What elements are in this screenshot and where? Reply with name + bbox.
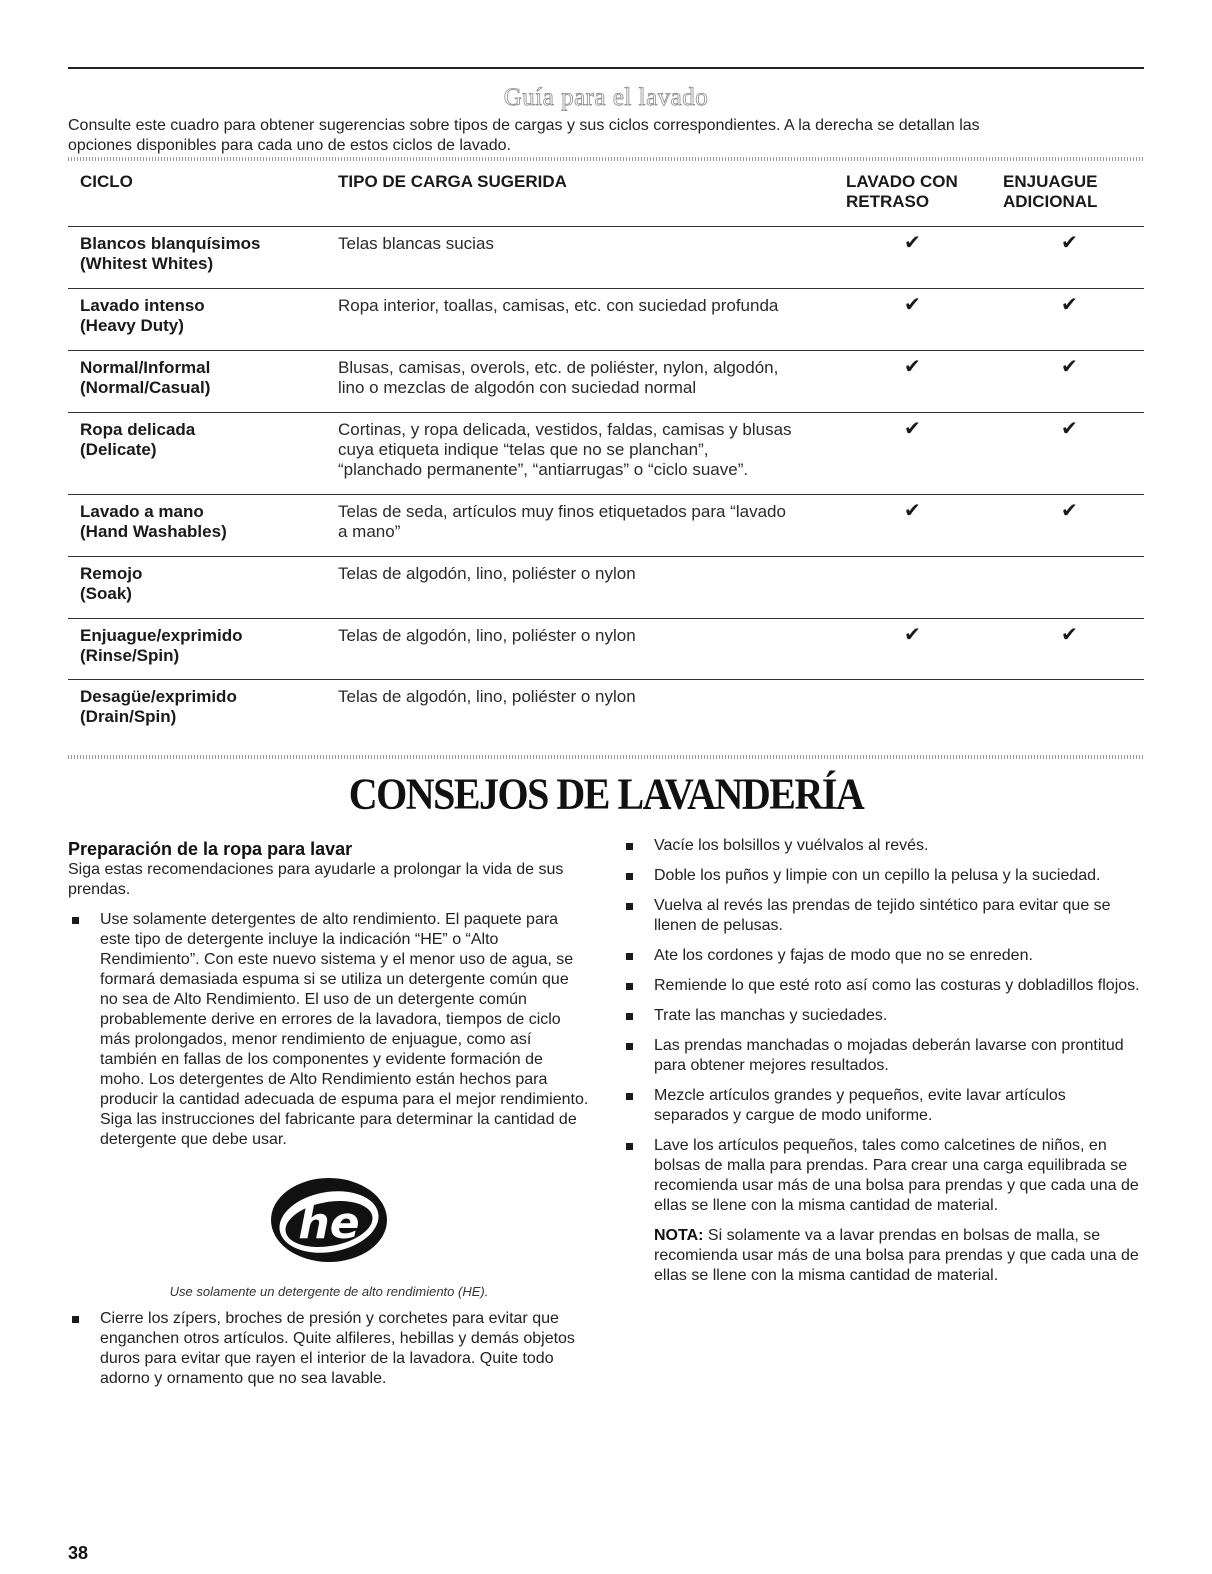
list-item: Vuelva al revés las prendas de tejido sintético para evitar que se llenen de pelusas. xyxy=(622,896,1144,936)
load-type xyxy=(338,626,838,646)
header-delay-line-1: LAVADO CON xyxy=(846,172,958,191)
header-extra-rinse xyxy=(1003,172,1143,212)
cycle-name xyxy=(80,234,260,274)
list-item: Doble los puños y limpie con un cepillo la pelusa y la suciedad. xyxy=(622,866,1144,886)
cycle-name xyxy=(80,420,195,460)
section-subtitle: Preparación de la ropa para lavar xyxy=(68,839,353,859)
cycle-name xyxy=(80,564,142,604)
logo-caption: Use solamente un detergente de alto rendimiento (HE). xyxy=(169,1284,489,1299)
cycle-name-en: (Hand Washables) xyxy=(80,522,227,541)
load-line: a mano” xyxy=(338,522,401,541)
top-rule xyxy=(68,67,1144,69)
list-item: Vacíe los bolsillos y vuélvalos al revés. xyxy=(622,836,1144,856)
guide-intro-line-1: Consulte este cuadro para obtener sugerencias sobre tipos de cargas y sus ciclos correspondientes. A la derecha se detallan las xyxy=(68,117,980,134)
check-icon: ✔ xyxy=(904,500,921,522)
load-type xyxy=(338,687,838,707)
check-icon: ✔ xyxy=(904,356,921,378)
page-number: 38 xyxy=(68,1543,89,1563)
table-row xyxy=(68,227,1144,289)
check-icon: ✔ xyxy=(904,294,921,316)
note-text: Si solamente va a lavar prendas en bolsas de malla, se recomienda usar más de una bolsa para prendas y que cada una de ellas se llene con la misma cantidad de material. xyxy=(654,1227,1139,1284)
he-logo-text: he xyxy=(298,1198,360,1249)
load-line: Telas de algodón, lino, poliéster o nylon xyxy=(338,626,636,645)
dotted-divider-top xyxy=(68,157,1144,161)
cycle-name-es: Remojo xyxy=(80,564,143,583)
check-icon: ✔ xyxy=(1061,624,1078,646)
cycle-name-en: (Drain/Spin) xyxy=(80,707,177,726)
load-type xyxy=(338,296,838,316)
he-logo xyxy=(68,1172,590,1268)
left-column xyxy=(68,838,590,1389)
bullet-list xyxy=(68,1309,590,1389)
list-item: Use solamente detergentes de alto rendimiento. El paquete para este tipo de detergente incluye la indicación “HE” o “Alto Rendimiento”. Con este nuevo sistema y el menor uso de agua, se formará demasiada espuma si se utiliza un detergente común que no sea de Alto Rendimiento. El uso de un detergente común probablemente derive en errores de la lavadora, tiempos de ciclo más prolongados, menor rendimiento de enjuague, como así también en fallas de los componentes y evidente formación de moho. Los detergentes de Alto Rendimiento están hechos para producir la cantidad adecuada de espuma para el mejor rendimiento. Siga las instrucciones del fabricante para determinar la cantidad de detergente que debe usar. xyxy=(68,910,590,1150)
load-line: Telas de algodón, lino, poliéster o nylon xyxy=(338,687,636,706)
cycle-name xyxy=(80,296,205,336)
check-icon: ✔ xyxy=(1061,294,1078,316)
load-type xyxy=(338,564,838,584)
header-cycle: CICLO xyxy=(80,172,133,191)
guide-intro xyxy=(68,116,1148,156)
cycle-name-es: Desagüe/exprimido xyxy=(80,687,237,706)
section-intro: Siga estas recomendaciones para ayudarle a prolongar la vida de sus prendas. xyxy=(68,861,564,898)
bullet-list xyxy=(622,836,1144,1216)
cycle-name xyxy=(80,626,242,666)
cycle-name-es: Normal/Informal xyxy=(80,358,211,377)
load-type xyxy=(338,234,838,254)
dotted-divider-bottom xyxy=(68,755,1144,759)
table-row xyxy=(68,680,1144,740)
table-row xyxy=(68,557,1144,619)
check-icon: ✔ xyxy=(1061,418,1078,440)
cycle-name-es: Ropa delicada xyxy=(80,420,196,439)
load-type xyxy=(338,358,838,398)
table-row xyxy=(68,351,1144,413)
load-line: Ropa interior, toallas, camisas, etc. con suciedad profunda xyxy=(338,296,779,315)
guide-title: Guía para el lavado xyxy=(503,84,709,111)
cycle-name-es: Lavado a mano xyxy=(80,502,204,521)
check-icon: ✔ xyxy=(1061,232,1078,254)
check-icon: ✔ xyxy=(904,418,921,440)
table-header xyxy=(68,172,1144,228)
cycle-name-es: Blancos blanquísimos xyxy=(80,234,261,253)
load-line: Cortinas, y ropa delicada, vestidos, faldas, camisas y blusas xyxy=(338,420,792,439)
cycle-name-en: (Heavy Duty) xyxy=(80,316,184,335)
load-line: Telas de seda, artículos muy finos etiquetados para “lavado xyxy=(338,502,786,521)
list-item: Remiende lo que esté roto así como las costuras y dobladillos flojos. xyxy=(622,976,1144,996)
right-column xyxy=(622,836,1144,1286)
header-load: TIPO DE CARGA SUGERIDA xyxy=(338,172,567,191)
list-item: Mezcle artículos grandes y pequeños, evite lavar artículos separados y cargue de modo uniforme. xyxy=(622,1086,1144,1126)
list-item: Lave los artículos pequeños, tales como calcetines de niños, en bolsas de malla para prendas. Para crear una carga equilibrada se recomienda usar más de una bolsa para prendas y que cada una de ellas se llene con la misma cantidad de material. xyxy=(622,1136,1144,1216)
check-icon: ✔ xyxy=(904,624,921,646)
cycle-name xyxy=(80,687,237,727)
cycle-name-en: (Rinse/Spin) xyxy=(80,646,180,665)
bullet-list xyxy=(68,910,590,1150)
header-rinse-line-1: ENJUAGUE xyxy=(1003,172,1098,191)
check-icon: ✔ xyxy=(904,232,921,254)
load-line: Telas de algodón, lino, poliéster o nylon xyxy=(338,564,636,583)
list-item: Ate los cordones y fajas de modo que no se enreden. xyxy=(622,946,1144,966)
cycle-name-en: (Soak) xyxy=(80,584,132,603)
list-item: Las prendas manchadas o mojadas deberán lavarse con prontitud para obtener mejores resultados. xyxy=(622,1036,1144,1076)
table-row xyxy=(68,413,1144,495)
cycle-name xyxy=(80,358,210,398)
cycle-name xyxy=(80,502,227,542)
guide-intro-line-2: opciones disponibles para cada uno de estos ciclos de lavado. xyxy=(68,137,511,154)
table-row xyxy=(68,619,1144,680)
header-delay-line-2: RETRASO xyxy=(846,192,930,211)
list-item: Trate las manchas y suciedades. xyxy=(622,1006,1144,1026)
cycle-name-en: (Delicate) xyxy=(80,440,157,459)
note xyxy=(622,1226,1144,1286)
check-icon: ✔ xyxy=(1061,500,1078,522)
load-line: Telas blancas sucias xyxy=(338,234,494,253)
load-line: lino o mezclas de algodón con suciedad normal xyxy=(338,378,697,397)
load-line: Blusas, camisas, overols, etc. de poliéster, nylon, algodón, xyxy=(338,358,779,377)
note-label: NOTA: xyxy=(654,1227,704,1244)
load-line: “planchado permanente”, “antiarrugas” o “ciclo suave”. xyxy=(338,460,749,479)
cycle-name-en: (Whitest Whites) xyxy=(80,254,214,273)
cycle-name-es: Lavado intenso xyxy=(80,296,205,315)
cycle-name-es: Enjuague/exprimido xyxy=(80,626,243,645)
load-type xyxy=(338,420,838,480)
check-icon: ✔ xyxy=(1061,356,1078,378)
list-item: Cierre los zípers, broches de presión y corchetes para evitar que enganchen otros artículos. Quite alfileres, hebillas y demás objetos duros para evitar que rayen el interior de la lavadora. Quite todo adorno y ornamento que no sea lavable. xyxy=(68,1309,590,1389)
load-line: cuya etiqueta indique “telas que no se planchan”, xyxy=(338,440,709,459)
he-logo-graphic xyxy=(265,1172,393,1268)
table-row xyxy=(68,289,1144,351)
load-type xyxy=(338,502,838,542)
header-rinse-line-2: ADICIONAL xyxy=(1003,192,1098,211)
table-row xyxy=(68,495,1144,557)
cycle-name-en: (Normal/Casual) xyxy=(80,378,211,397)
header-delay-wash xyxy=(846,172,986,212)
laundry-tips-title: CONSEJOS DE LAVANDERÍA xyxy=(348,768,864,819)
